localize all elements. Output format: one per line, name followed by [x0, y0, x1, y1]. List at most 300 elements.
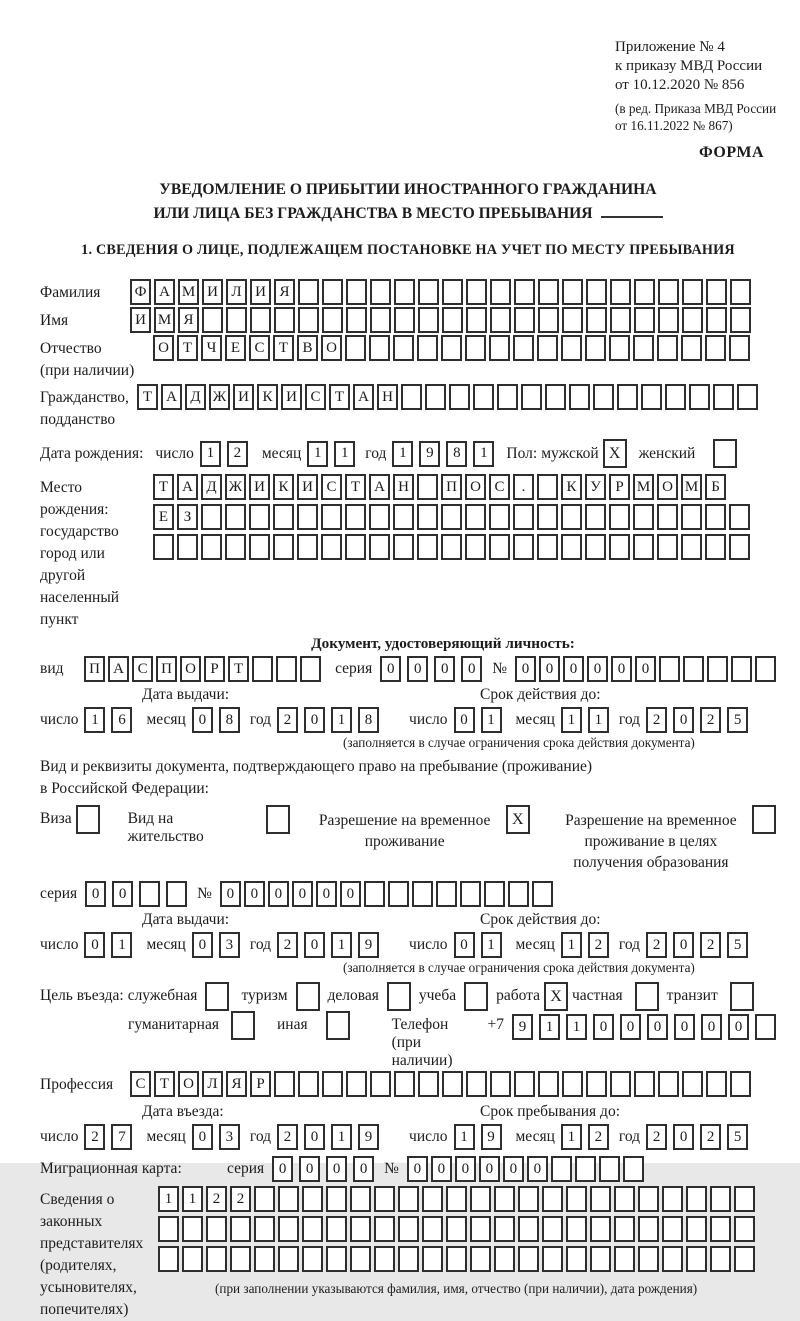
char-cell[interactable]: 0 — [220, 881, 241, 907]
purpose-business-checkbox[interactable] — [387, 982, 411, 1011]
char-cell[interactable]: 0 — [84, 932, 105, 958]
char-cell[interactable]: О — [153, 335, 174, 361]
char-cell[interactable] — [682, 307, 703, 333]
char-cell[interactable] — [662, 1216, 683, 1242]
char-cell[interactable]: 1 — [481, 932, 502, 958]
char-cell[interactable] — [633, 335, 654, 361]
char-cell[interactable] — [182, 1216, 203, 1242]
char-cell[interactable] — [731, 656, 752, 682]
char-cell[interactable] — [734, 1246, 755, 1272]
char-cell[interactable] — [226, 307, 247, 333]
char-cell[interactable]: 0 — [434, 656, 455, 682]
char-cell[interactable]: С — [130, 1071, 151, 1097]
char-cell[interactable] — [682, 1071, 703, 1097]
char-cell[interactable] — [470, 1246, 491, 1272]
char-cell[interactable]: 0 — [461, 656, 482, 682]
char-cell[interactable] — [538, 307, 559, 333]
char-cell[interactable]: 1 — [454, 1124, 475, 1150]
char-cell[interactable] — [422, 1246, 443, 1272]
char-cell[interactable] — [418, 307, 439, 333]
char-cell[interactable]: 5 — [727, 707, 748, 733]
char-cell[interactable] — [321, 504, 342, 530]
char-cell[interactable]: И — [130, 307, 151, 333]
char-cell[interactable] — [177, 534, 198, 560]
char-cell[interactable] — [707, 656, 728, 682]
char-cell[interactable] — [614, 1246, 635, 1272]
char-cell[interactable] — [542, 1216, 563, 1242]
char-cell[interactable]: 5 — [727, 932, 748, 958]
char-cell[interactable]: 0 — [647, 1014, 668, 1040]
char-cell[interactable]: А — [353, 384, 374, 410]
char-cell[interactable]: П — [441, 474, 462, 500]
char-cell[interactable] — [446, 1186, 467, 1212]
char-cell[interactable] — [537, 534, 558, 560]
char-cell[interactable] — [417, 474, 438, 500]
char-cell[interactable] — [514, 307, 535, 333]
temp-residence-checkbox[interactable]: X — [506, 805, 530, 834]
char-cell[interactable] — [513, 534, 534, 560]
char-cell[interactable] — [729, 534, 750, 560]
char-cell[interactable] — [202, 307, 223, 333]
char-cell[interactable]: Т — [345, 474, 366, 500]
char-cell[interactable]: 2 — [277, 707, 298, 733]
char-cell[interactable] — [418, 1071, 439, 1097]
char-cell[interactable]: Д — [201, 474, 222, 500]
char-cell[interactable]: 7 — [111, 1124, 132, 1150]
char-cell[interactable] — [425, 384, 446, 410]
char-cell[interactable]: 2 — [700, 707, 721, 733]
char-cell[interactable] — [730, 279, 751, 305]
char-cell[interactable] — [302, 1246, 323, 1272]
char-cell[interactable] — [686, 1246, 707, 1272]
char-cell[interactable]: 9 — [358, 1124, 379, 1150]
char-cell[interactable]: И — [202, 279, 223, 305]
char-cell[interactable] — [394, 307, 415, 333]
char-cell[interactable]: 0 — [244, 881, 265, 907]
char-cell[interactable] — [633, 534, 654, 560]
char-cell[interactable]: 0 — [454, 707, 475, 733]
char-cell[interactable] — [562, 307, 583, 333]
char-cell[interactable] — [441, 335, 462, 361]
char-cell[interactable]: В — [297, 335, 318, 361]
char-cell[interactable] — [484, 881, 505, 907]
char-cell[interactable] — [417, 504, 438, 530]
char-cell[interactable] — [326, 1186, 347, 1212]
char-cell[interactable]: 0 — [268, 881, 289, 907]
char-cell[interactable]: 0 — [454, 932, 475, 958]
char-cell[interactable] — [182, 1246, 203, 1272]
char-cell[interactable] — [350, 1246, 371, 1272]
char-cell[interactable] — [729, 504, 750, 530]
char-cell[interactable] — [710, 1216, 731, 1242]
char-cell[interactable]: 0 — [673, 932, 694, 958]
char-cell[interactable] — [322, 307, 343, 333]
char-cell[interactable]: 2 — [277, 932, 298, 958]
purpose-other-checkbox[interactable] — [326, 1011, 350, 1040]
char-cell[interactable]: Д — [185, 384, 206, 410]
char-cell[interactable]: О — [321, 335, 342, 361]
char-cell[interactable] — [465, 534, 486, 560]
char-cell[interactable] — [470, 1186, 491, 1212]
char-cell[interactable] — [585, 504, 606, 530]
char-cell[interactable] — [705, 504, 726, 530]
char-cell[interactable] — [297, 504, 318, 530]
purpose-official-checkbox[interactable] — [205, 982, 229, 1011]
char-cell[interactable] — [590, 1216, 611, 1242]
char-cell[interactable] — [206, 1216, 227, 1242]
char-cell[interactable]: 8 — [219, 707, 240, 733]
char-cell[interactable] — [489, 335, 510, 361]
char-cell[interactable] — [705, 335, 726, 361]
char-cell[interactable] — [158, 1216, 179, 1242]
char-cell[interactable] — [659, 656, 680, 682]
char-cell[interactable] — [417, 534, 438, 560]
char-cell[interactable] — [201, 504, 222, 530]
char-cell[interactable] — [575, 1156, 596, 1182]
char-cell[interactable]: 1 — [200, 441, 221, 467]
char-cell[interactable] — [466, 1071, 487, 1097]
char-cell[interactable] — [590, 1246, 611, 1272]
char-cell[interactable] — [614, 1216, 635, 1242]
char-cell[interactable] — [706, 1071, 727, 1097]
char-cell[interactable] — [681, 504, 702, 530]
char-cell[interactable]: 1 — [84, 707, 105, 733]
char-cell[interactable] — [345, 504, 366, 530]
char-cell[interactable] — [490, 1071, 511, 1097]
char-cell[interactable] — [657, 504, 678, 530]
char-cell[interactable] — [369, 504, 390, 530]
char-cell[interactable]: 0 — [316, 881, 337, 907]
char-cell[interactable]: Т — [154, 1071, 175, 1097]
char-cell[interactable] — [298, 1071, 319, 1097]
char-cell[interactable] — [369, 335, 390, 361]
char-cell[interactable] — [737, 384, 758, 410]
char-cell[interactable]: 0 — [515, 656, 536, 682]
char-cell[interactable] — [657, 534, 678, 560]
char-cell[interactable]: 8 — [446, 441, 467, 467]
char-cell[interactable] — [562, 1071, 583, 1097]
char-cell[interactable]: П — [84, 656, 105, 682]
char-cell[interactable] — [326, 1246, 347, 1272]
purpose-transit-checkbox[interactable] — [730, 982, 754, 1011]
purpose-work-checkbox[interactable]: X — [544, 982, 568, 1011]
char-cell[interactable] — [350, 1216, 371, 1242]
char-cell[interactable]: 1 — [307, 441, 328, 467]
char-cell[interactable]: 1 — [473, 441, 494, 467]
char-cell[interactable]: 1 — [331, 932, 352, 958]
char-cell[interactable]: Ч — [201, 335, 222, 361]
char-cell[interactable] — [158, 1246, 179, 1272]
char-cell[interactable] — [686, 1186, 707, 1212]
char-cell[interactable]: К — [561, 474, 582, 500]
char-cell[interactable]: Т — [329, 384, 350, 410]
char-cell[interactable] — [364, 881, 385, 907]
char-cell[interactable] — [473, 384, 494, 410]
char-cell[interactable]: 0 — [503, 1156, 524, 1182]
char-cell[interactable]: А — [177, 474, 198, 500]
char-cell[interactable]: И — [250, 279, 271, 305]
char-cell[interactable] — [686, 1216, 707, 1242]
char-cell[interactable]: М — [154, 307, 175, 333]
char-cell[interactable]: 0 — [587, 656, 608, 682]
char-cell[interactable] — [713, 384, 734, 410]
char-cell[interactable]: 6 — [111, 707, 132, 733]
char-cell[interactable] — [634, 279, 655, 305]
char-cell[interactable] — [370, 279, 391, 305]
char-cell[interactable]: 0 — [611, 656, 632, 682]
char-cell[interactable]: Ф — [130, 279, 151, 305]
char-cell[interactable]: 8 — [358, 707, 379, 733]
char-cell[interactable]: 1 — [182, 1186, 203, 1212]
char-cell[interactable] — [609, 335, 630, 361]
char-cell[interactable]: 0 — [380, 656, 401, 682]
char-cell[interactable] — [489, 504, 510, 530]
char-cell[interactable] — [614, 1186, 635, 1212]
char-cell[interactable] — [518, 1246, 539, 1272]
char-cell[interactable] — [345, 534, 366, 560]
char-cell[interactable]: 1 — [561, 707, 582, 733]
char-cell[interactable]: К — [257, 384, 278, 410]
char-cell[interactable] — [393, 504, 414, 530]
char-cell[interactable] — [398, 1186, 419, 1212]
char-cell[interactable] — [729, 335, 750, 361]
char-cell[interactable] — [513, 504, 534, 530]
char-cell[interactable] — [398, 1246, 419, 1272]
char-cell[interactable]: 0 — [407, 656, 428, 682]
char-cell[interactable]: Е — [153, 504, 174, 530]
char-cell[interactable] — [466, 279, 487, 305]
char-cell[interactable] — [545, 384, 566, 410]
char-cell[interactable]: 0 — [728, 1014, 749, 1040]
char-cell[interactable] — [561, 534, 582, 560]
char-cell[interactable]: 0 — [192, 1124, 213, 1150]
char-cell[interactable] — [153, 534, 174, 560]
purpose-humanitarian-checkbox[interactable] — [231, 1011, 255, 1040]
char-cell[interactable] — [446, 1216, 467, 1242]
char-cell[interactable]: 0 — [701, 1014, 722, 1040]
char-cell[interactable] — [249, 504, 270, 530]
char-cell[interactable]: 0 — [539, 656, 560, 682]
char-cell[interactable]: 1 — [331, 1124, 352, 1150]
char-cell[interactable]: Я — [178, 307, 199, 333]
char-cell[interactable] — [623, 1156, 644, 1182]
char-cell[interactable]: К — [273, 474, 294, 500]
char-cell[interactable]: О — [180, 656, 201, 682]
char-cell[interactable]: Н — [377, 384, 398, 410]
char-cell[interactable] — [370, 1071, 391, 1097]
char-cell[interactable]: 3 — [219, 1124, 240, 1150]
char-cell[interactable] — [369, 534, 390, 560]
char-cell[interactable] — [388, 881, 409, 907]
char-cell[interactable] — [538, 1071, 559, 1097]
char-cell[interactable] — [537, 474, 558, 500]
char-cell[interactable]: 0 — [112, 881, 133, 907]
char-cell[interactable] — [401, 384, 422, 410]
char-cell[interactable] — [590, 1186, 611, 1212]
char-cell[interactable] — [322, 279, 343, 305]
char-cell[interactable]: 0 — [353, 1156, 374, 1182]
char-cell[interactable] — [326, 1216, 347, 1242]
char-cell[interactable] — [532, 881, 553, 907]
char-cell[interactable]: 0 — [192, 932, 213, 958]
char-cell[interactable] — [734, 1186, 755, 1212]
char-cell[interactable] — [166, 881, 187, 907]
temp-residence-education-checkbox[interactable] — [752, 805, 776, 834]
char-cell[interactable] — [345, 335, 366, 361]
char-cell[interactable]: О — [465, 474, 486, 500]
char-cell[interactable]: Т — [153, 474, 174, 500]
char-cell[interactable] — [346, 279, 367, 305]
char-cell[interactable] — [494, 1216, 515, 1242]
char-cell[interactable] — [542, 1186, 563, 1212]
char-cell[interactable] — [494, 1186, 515, 1212]
char-cell[interactable] — [513, 335, 534, 361]
char-cell[interactable]: 0 — [635, 656, 656, 682]
char-cell[interactable]: Л — [226, 279, 247, 305]
char-cell[interactable]: 0 — [299, 1156, 320, 1182]
char-cell[interactable] — [278, 1246, 299, 1272]
char-cell[interactable]: С — [305, 384, 326, 410]
char-cell[interactable] — [374, 1246, 395, 1272]
char-cell[interactable]: Л — [202, 1071, 223, 1097]
char-cell[interactable] — [662, 1186, 683, 1212]
char-cell[interactable] — [705, 534, 726, 560]
char-cell[interactable] — [250, 307, 271, 333]
char-cell[interactable] — [551, 1156, 572, 1182]
char-cell[interactable]: Т — [228, 656, 249, 682]
char-cell[interactable] — [230, 1216, 251, 1242]
char-cell[interactable] — [561, 335, 582, 361]
char-cell[interactable] — [586, 279, 607, 305]
char-cell[interactable] — [658, 1071, 679, 1097]
char-cell[interactable]: 9 — [481, 1124, 502, 1150]
char-cell[interactable]: 0 — [292, 881, 313, 907]
char-cell[interactable] — [634, 307, 655, 333]
char-cell[interactable] — [518, 1216, 539, 1242]
char-cell[interactable] — [681, 534, 702, 560]
char-cell[interactable]: И — [297, 474, 318, 500]
char-cell[interactable] — [252, 656, 273, 682]
char-cell[interactable] — [225, 534, 246, 560]
char-cell[interactable]: 2 — [588, 932, 609, 958]
char-cell[interactable]: 2 — [588, 1124, 609, 1150]
char-cell[interactable]: 2 — [84, 1124, 105, 1150]
char-cell[interactable]: 0 — [304, 707, 325, 733]
char-cell[interactable] — [658, 279, 679, 305]
char-cell[interactable]: О — [657, 474, 678, 500]
char-cell[interactable]: 2 — [227, 441, 248, 467]
char-cell[interactable]: Я — [274, 279, 295, 305]
char-cell[interactable] — [442, 279, 463, 305]
char-cell[interactable]: 0 — [479, 1156, 500, 1182]
char-cell[interactable] — [610, 307, 631, 333]
char-cell[interactable] — [322, 1071, 343, 1097]
char-cell[interactable] — [710, 1246, 731, 1272]
char-cell[interactable] — [566, 1246, 587, 1272]
char-cell[interactable]: 1 — [566, 1014, 587, 1040]
char-cell[interactable]: 0 — [272, 1156, 293, 1182]
char-cell[interactable]: Р — [204, 656, 225, 682]
char-cell[interactable]: С — [249, 335, 270, 361]
char-cell[interactable]: 1 — [334, 441, 355, 467]
char-cell[interactable] — [518, 1186, 539, 1212]
char-cell[interactable] — [538, 279, 559, 305]
residence-permit-checkbox[interactable] — [266, 805, 290, 834]
char-cell[interactable] — [562, 279, 583, 305]
char-cell[interactable]: З — [177, 504, 198, 530]
char-cell[interactable] — [508, 881, 529, 907]
char-cell[interactable]: Ж — [225, 474, 246, 500]
char-cell[interactable]: У — [585, 474, 606, 500]
char-cell[interactable] — [514, 279, 535, 305]
char-cell[interactable] — [470, 1216, 491, 1242]
char-cell[interactable] — [346, 307, 367, 333]
char-cell[interactable] — [658, 307, 679, 333]
char-cell[interactable]: С — [489, 474, 510, 500]
char-cell[interactable]: 0 — [304, 932, 325, 958]
char-cell[interactable]: 9 — [358, 932, 379, 958]
char-cell[interactable] — [706, 279, 727, 305]
char-cell[interactable]: А — [369, 474, 390, 500]
char-cell[interactable] — [566, 1216, 587, 1242]
char-cell[interactable]: 2 — [277, 1124, 298, 1150]
char-cell[interactable] — [393, 534, 414, 560]
char-cell[interactable] — [298, 279, 319, 305]
sex-female-checkbox[interactable] — [713, 439, 737, 468]
char-cell[interactable]: Р — [609, 474, 630, 500]
char-cell[interactable]: 0 — [673, 1124, 694, 1150]
char-cell[interactable]: 0 — [527, 1156, 548, 1182]
char-cell[interactable] — [274, 1071, 295, 1097]
char-cell[interactable]: 0 — [431, 1156, 452, 1182]
char-cell[interactable] — [254, 1246, 275, 1272]
char-cell[interactable] — [521, 384, 542, 410]
char-cell[interactable] — [273, 534, 294, 560]
char-cell[interactable] — [638, 1246, 659, 1272]
char-cell[interactable]: 0 — [304, 1124, 325, 1150]
char-cell[interactable]: 2 — [206, 1186, 227, 1212]
char-cell[interactable] — [300, 656, 321, 682]
char-cell[interactable] — [610, 279, 631, 305]
char-cell[interactable]: И — [281, 384, 302, 410]
char-cell[interactable] — [139, 881, 160, 907]
char-cell[interactable] — [617, 384, 638, 410]
char-cell[interactable]: 2 — [646, 1124, 667, 1150]
char-cell[interactable]: 2 — [646, 707, 667, 733]
char-cell[interactable]: 0 — [593, 1014, 614, 1040]
char-cell[interactable] — [683, 656, 704, 682]
char-cell[interactable]: Т — [273, 335, 294, 361]
char-cell[interactable]: . — [513, 474, 534, 500]
char-cell[interactable]: 1 — [481, 707, 502, 733]
char-cell[interactable]: 1 — [158, 1186, 179, 1212]
char-cell[interactable] — [561, 504, 582, 530]
char-cell[interactable] — [278, 1186, 299, 1212]
char-cell[interactable] — [465, 335, 486, 361]
char-cell[interactable] — [346, 1071, 367, 1097]
char-cell[interactable] — [755, 656, 776, 682]
char-cell[interactable]: 0 — [340, 881, 361, 907]
char-cell[interactable] — [497, 384, 518, 410]
char-cell[interactable]: 2 — [230, 1186, 251, 1212]
char-cell[interactable]: 2 — [646, 932, 667, 958]
char-cell[interactable] — [441, 504, 462, 530]
char-cell[interactable]: 0 — [85, 881, 106, 907]
char-cell[interactable]: 1 — [561, 932, 582, 958]
char-cell[interactable] — [586, 307, 607, 333]
char-cell[interactable] — [599, 1156, 620, 1182]
char-cell[interactable] — [662, 1246, 683, 1272]
